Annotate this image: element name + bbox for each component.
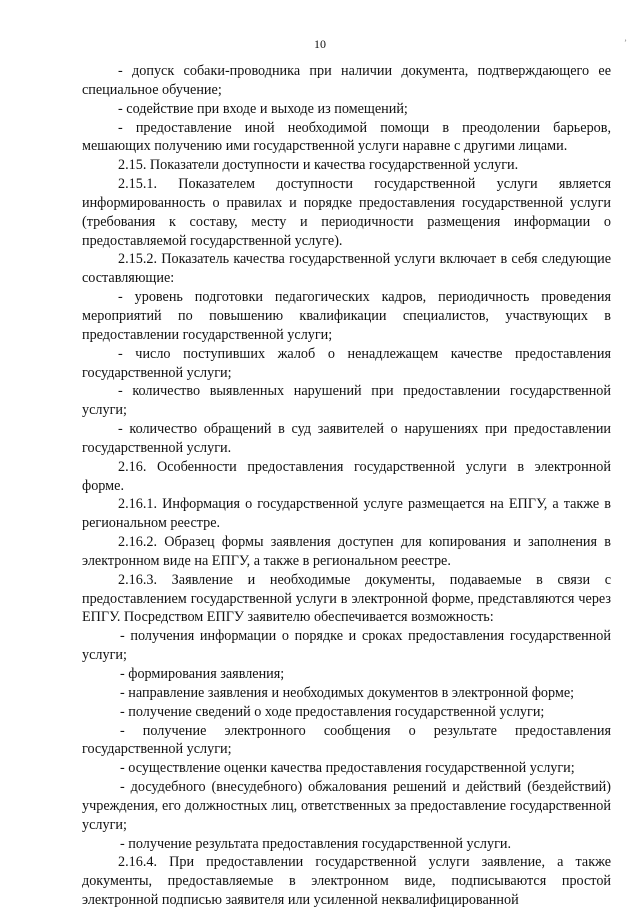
bullet-quality-assessment: - осуществление оценки качества предоставления государственной услуги; — [120, 760, 575, 777]
page-number: 10 — [314, 37, 326, 51]
bullet-progress-info: - получение сведений о ходе предоставления государственной услуги; — [120, 703, 545, 720]
bullet-pretrial-appeal: - досудебного (внесудебного) обжалования решений и действий (бездействий) учреждения, его должностных лиц, ответственных за предоставление государственной услуги; — [82, 779, 611, 833]
section-2-16-heading: 2.16. Особенности предоставления государственной услуги в электронной форме. — [82, 458, 611, 494]
section-2-15-2: 2.15.2. Показатель качества государственной услуги включает в себя следующие составляющие: — [82, 251, 611, 287]
bullet-get-result: - получение результата предоставления государственной услуги. — [120, 835, 512, 852]
bullet-entry-assistance: - содействие при входе и выходе из помещений; — [118, 100, 408, 117]
bullet-send-documents: - направление заявления и необходимых документов в электронной форме; — [120, 684, 575, 701]
section-2-16-3: 2.16.3. Заявление и необходимые документы, подаваемые в связи с предоставлением государственной услуги в электронной форме, представляются через ЕПГУ. Посредством ЕПГУ заявителю обеспечивается возможность: — [82, 571, 611, 626]
section-2-15-1: 2.15.1. Показателем доступности государственной услуги является информированность о правилах и порядке предоставления государственной услуги (требования к составу, месту и периодичности размещения информации о предоставляемой государственной услуге). — [82, 176, 611, 249]
bullet-court-appeals: - количество обращений в суд заявителей о нарушениях при предоставлении государственной услуги. — [82, 421, 611, 456]
bullet-guide-dog: - допуск собаки-проводника при наличии документа, подтверждающего ее специальное обучение; — [82, 63, 611, 98]
bullet-other-help: - предоставление иной необходимой помощи в преодолении барьеров, мешающих получению ими государственной услуги наравне с другими лицами. — [82, 119, 611, 155]
section-2-16-2: 2.16.2. Образец формы заявления доступен для копирования и заполнения в электронном виде на ЕПГУ, а также в региональном реестре. — [82, 534, 611, 569]
section-2-16-1: 2.16.1. Информация о государственной услуге размещается на ЕПГУ, а также в региональном реестре. — [82, 496, 611, 532]
corner-mark: ’ — [624, 38, 627, 48]
bullet-form-application: - формирования заявления; — [120, 666, 285, 682]
bullet-complaints: - число поступивших жалоб о ненадлежащем качестве предоставления государственной услуги; — [82, 345, 611, 381]
bullet-electronic-message: - получение электронного сообщения о результате предоставления государственной услуги; — [82, 722, 611, 758]
section-2-15-heading: 2.15. Показатели доступности и качества государственной услуги. — [118, 157, 519, 174]
bullet-staff-training: - уровень подготовки педагогических кадров, периодичность проведения мероприятий по повышению квалификации специалистов, участвующих в предоставлении государственной услуги; — [82, 289, 611, 343]
bullet-get-info: - получения информации о порядке и сроках предоставления государственной услуги; — [82, 628, 611, 664]
document-body — [82, 62, 611, 910]
section-2-16-4: 2.16.4. При предоставлении государственной услуги заявление, а также документы, предоставляемые в электронном виде, подписываются простой электронной подписью заявителя или усиленной неквалифицированной — [82, 854, 611, 909]
bullet-violations: - количество выявленных нарушений при предоставлении государственной услуги; — [82, 383, 611, 419]
